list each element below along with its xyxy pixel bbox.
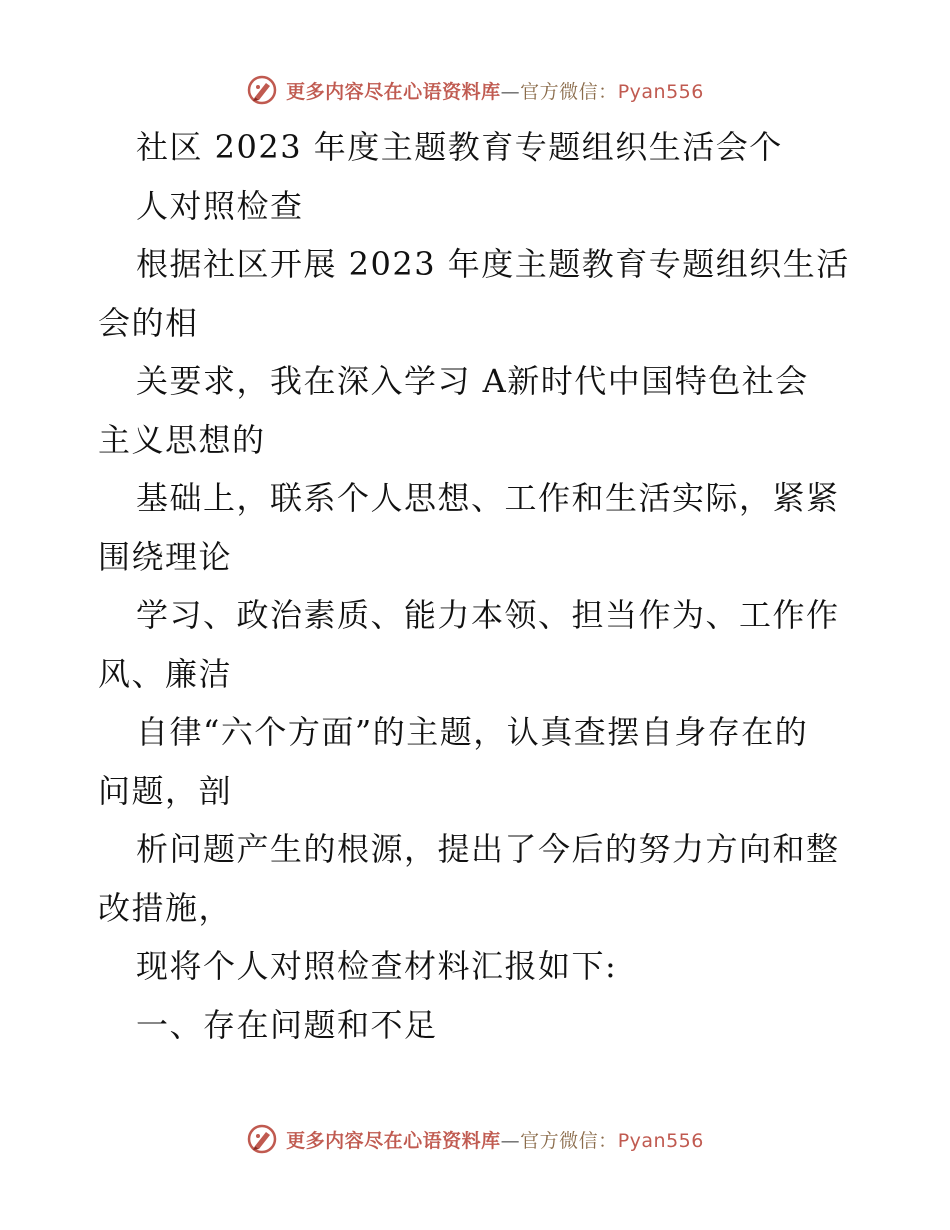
watermark-separator: — — [500, 1129, 521, 1152]
document-line: 一、存在问题和不足 — [136, 1005, 438, 1044]
watermark-separator: — — [500, 80, 521, 103]
document-line: 主义思想的 — [98, 420, 266, 459]
document-line: 根据社区开展 2023 年度主题教育专题组织生活 — [136, 245, 850, 283]
watermark-wechat-label: 官方微信： — [520, 80, 618, 103]
document-line: 现将个人对照检查材料汇报如下: — [136, 947, 618, 985]
document-line: 基础上，联系个人思想、工作和生活实际，紧紧 — [136, 479, 840, 517]
pen-circle-logo-icon — [246, 74, 278, 106]
watermark-main: 更多内容尽在心语资料库 — [286, 1129, 501, 1152]
document-body — [98, 118, 858, 1054]
document-line: 会的相 — [98, 303, 199, 342]
watermark-text — [286, 1126, 704, 1153]
footer-watermark — [0, 1119, 950, 1159]
document-line: 关要求，我在深入学习 A新时代中国特色社会 — [136, 362, 809, 400]
watermark-wechat-id: Pyan556 — [617, 80, 704, 103]
document-line: 改措施， — [98, 888, 233, 927]
document-line: 析问题产生的根源，提出了今后的努力方向和整 — [136, 830, 840, 868]
document-line: 人对照检查 — [136, 186, 304, 225]
watermark-text — [286, 77, 704, 104]
document-line: 自律“六个方面”的主题，认真查摆自身存在的 — [136, 713, 809, 751]
watermark-main: 更多内容尽在心语资料库 — [286, 80, 501, 103]
watermark-wechat-label: 官方微信： — [520, 1129, 618, 1152]
pen-circle-logo-icon — [246, 1123, 278, 1155]
document-line: 风、廉洁 — [98, 654, 233, 693]
watermark-wechat-id: Pyan556 — [617, 1129, 704, 1152]
document-line: 学习、政治素质、能力本领、担当作为、工作作 — [136, 596, 840, 634]
header-watermark — [0, 70, 950, 110]
document-line: 围绕理论 — [98, 537, 233, 576]
document-line: 问题，剖 — [98, 771, 233, 810]
document-line: 社区 2023 年度主题教育专题组织生活会个 — [136, 128, 783, 166]
